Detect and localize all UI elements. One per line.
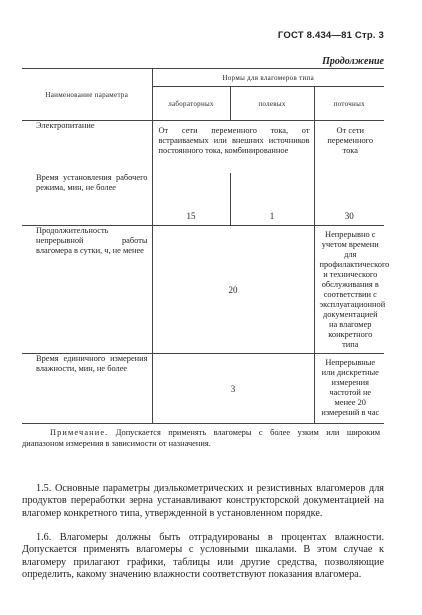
row-flow-value: Непрерывно с учетом времени для профилактического и технического обслуживания в соответствии с эксплуатационной документацией на влагомер конкретного типа [314, 226, 384, 354]
table-row [22, 121, 384, 173]
row-flow-value: Непрерывные или дискретные измерения частотой не менее 20 измерений в час [314, 354, 384, 424]
column-header-field: полевых [230, 87, 314, 121]
column-header-norms: Нормы для влагомеров типа [152, 69, 384, 87]
row-param: Электропитание [36, 121, 95, 130]
row-field-value: 1 [230, 173, 314, 226]
column-header-lab: лабораторных [152, 87, 230, 121]
column-header-parameter: Наименование параметра [22, 69, 152, 121]
row-flow-value: 30 [314, 173, 384, 226]
row-merged-value: 20 [152, 226, 314, 354]
row-lab-value: 15 [152, 173, 230, 226]
row-param: Время установления рабочего режима, мин, не более [36, 172, 148, 192]
table-note [22, 428, 380, 449]
continuation-label: Продолжение [322, 56, 384, 67]
row-merged-value: 3 [152, 354, 314, 424]
row-merged-value: От сети переменного тока, от встраиваемых или внешних источников постоянного тока, комбинированное [152, 121, 314, 173]
paragraph-1-6: 1.6. Влагомеры должны быть отградуированы в процентах влажности. Допускается применять влагомеры с условными шкалами. В этом случае к влагомеру прилагают графики, таблицы или другие средства, позволяющие определить, какому значению влажности соответствуют показания влагомера. [22, 532, 384, 580]
table-row [22, 173, 384, 226]
page-header: ГОСТ 8.434—81 Стр. 3 [277, 30, 384, 41]
paragraph-1-5: 1.5. Основные параметры диэлькометрических и резистивных влагомеров для продуктов переработки зерна устанавливают конструкторской документацией на влагомер конкретного типа, утвержденной в установленном порядке. [22, 483, 384, 519]
note-text: Допускается применять влагомеры с более узким или широким диапазоном измерения в зависимости от назначения. [22, 428, 381, 448]
row-param: Время единичного измерения влажности, мин, не более [22, 354, 152, 424]
parameters-table [22, 68, 390, 424]
table-row [22, 226, 384, 354]
note-label: Примечание. [50, 428, 109, 437]
column-header-flow: поточных [314, 87, 384, 121]
table-row [22, 354, 384, 424]
row-param: Продолжительность непрерывной работы влагомера в сутки, ч, не менее [22, 226, 152, 354]
row-flow-value: От сети переменного тока [314, 121, 384, 173]
